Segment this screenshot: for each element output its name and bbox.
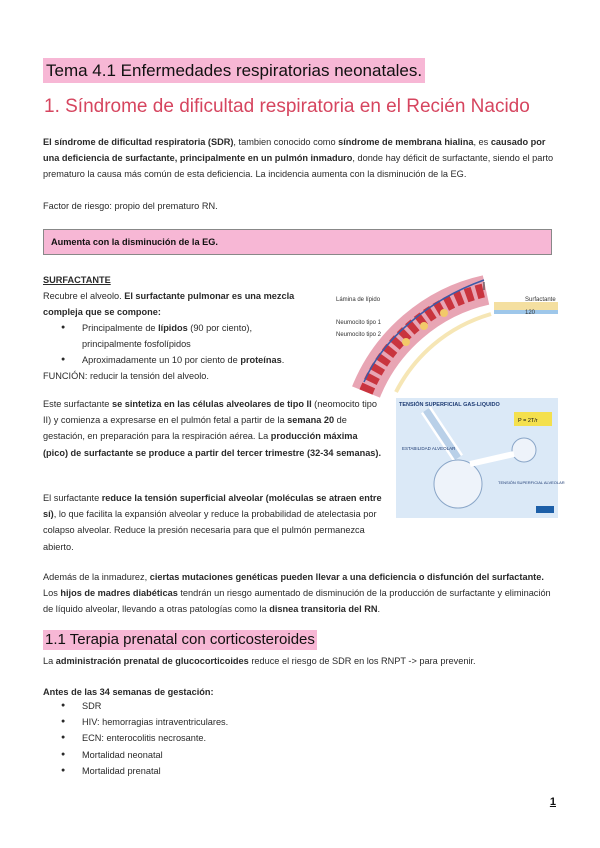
list-item: ● ECN: enterocolitis necrosante. <box>43 730 343 746</box>
list-item: ● HIV: hemorragias intraventriculares. <box>43 714 343 730</box>
before-34-weeks: Antes de las 34 semanas de gestación: <box>43 687 214 697</box>
document-title: Tema 4.1 Enfermedades respiratorias neonatales. <box>43 58 425 83</box>
highlight-box: Aumenta con la disminución de la EG. <box>43 229 552 255</box>
figure1-label-scale: 120 <box>525 310 536 316</box>
function-text: FUNCIÓN: reducir la tensión del alveolo. <box>43 371 209 381</box>
list-item: ● Aproximadamente un 10 por ciento de proteínas. <box>43 352 313 368</box>
section-heading-sdr: 1. Síndrome de dificultad respiratoria en el Recién Nacido <box>44 96 530 117</box>
figure2-label-tension: TENSIÓN SUPERFICIAL ALVEOLAR <box>498 480 565 485</box>
risk-factor: Factor de riesgo: propio del prematuro RN. <box>43 201 218 211</box>
surfactante-heading: SURFACTANTE <box>43 275 111 285</box>
figure1-label-type2: Neumocito tipo 2 <box>336 332 382 338</box>
list-item: ● Mortalidad prenatal <box>43 763 343 779</box>
page-number: 1 <box>549 796 556 808</box>
list-item: ● Mortalidad neonatal <box>43 747 343 763</box>
surfactante-definition: Recubre el alveolo. El surfactante pulmonar es una mezcla compleja que se compone: <box>43 291 295 318</box>
composition-list <box>43 320 313 369</box>
synthesis-paragraph: Este surfactante se sintetiza en las células alveolares de tipo II (neomocito tipo II) y comienza a expresarse en el pulmón fetal a partir de la semana 20 de gestación, en preparación para la respiración aérea. La producción máxima (pico) de surfactante se produce a partir del tercer trimestre (32-34 semanas). <box>43 399 382 458</box>
figure2-title: TENSIÓN SUPERFICIAL GAS-LIQUIDO <box>399 402 500 408</box>
figure2-label-stability: ESTABILIDAD ALVEOLAR <box>402 446 456 451</box>
figure1-label-type1: Neumocito tipo 1 <box>336 320 382 326</box>
alveolus-surfactant-figure <box>336 282 560 394</box>
intro-paragraph: El síndrome de dificultad respiratoria (SDR), tambien conocido como síndrome de membrana hialina, es causado por una deficiencia de surfactante, principalmente en un pulmón inmaduro, donde hay déficit de surfactante, siendo el parto prematuro la causa más común de esta deficiencia. La incidencia aumenta con la disminución de la EG. <box>43 137 554 180</box>
figure1-label-lipid: Lámina de lípido <box>336 297 381 303</box>
list-item: ● SDR <box>43 698 343 714</box>
figure2-formula: P = 2T/r <box>518 418 538 424</box>
section-heading-therapy: 1.1 Terapia prenatal con corticosteroides <box>45 631 315 648</box>
tension-paragraph: El surfactante reduce la tensión superficial alveolar (moléculas se atraen entre sí), lo que facilita la expansión alveolar y reduce la probabilidad de atelectasia por colapso alveolar. Reduce la presión necesaria para que el pulmón permanezca abierto. <box>43 493 382 552</box>
therapy-paragraph: La administración prenatal de glucocorticoides reduce el riesgo de SDR en los RNPT -> para prevenir. <box>43 656 476 666</box>
prevention-list <box>43 698 343 779</box>
mutations-paragraph: Además de la inmadurez, ciertas mutaciones genéticas pueden llevar a una deficiencia o disfunción del surfactante. Los hijos de madres diabéticas tendrán un riesgo aumentado de disminución de la producción de surfactante y eliminación de líquido alveolar, llevando a otras patologías como la disnea transitoria del RN. <box>43 572 551 615</box>
figure1-label-surfactant: Surfactante <box>525 297 556 303</box>
list-item: ● Principalmente de lípidos (90 por ciento), principalmente fosfolípidos <box>43 320 313 352</box>
surface-tension-figure <box>396 398 565 518</box>
